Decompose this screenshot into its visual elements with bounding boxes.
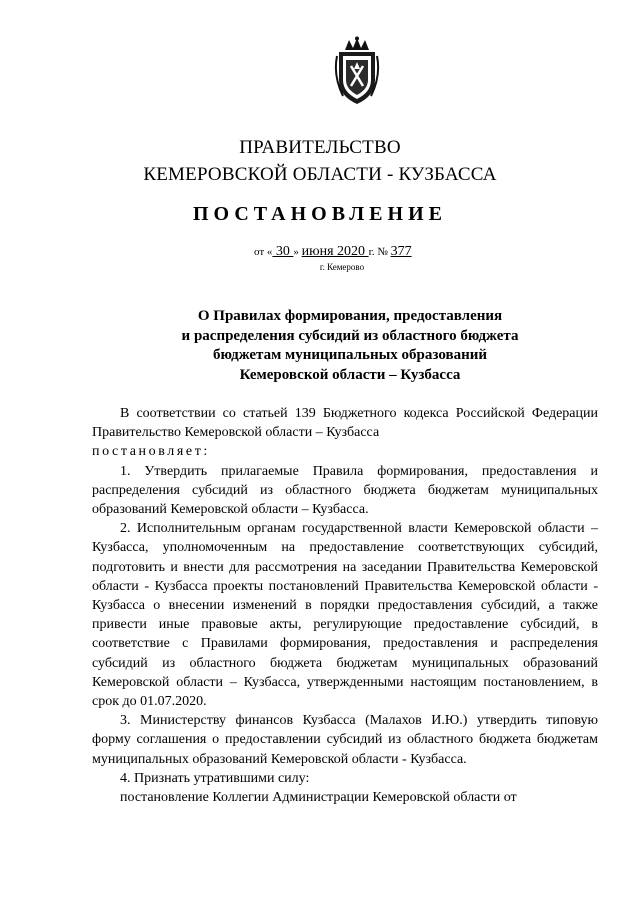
document-city: г. Кемерово — [319, 262, 365, 272]
document-dateline — [254, 244, 412, 260]
title-line: Кемеровской области – Кузбасса — [239, 366, 461, 383]
paragraph-2: 2. Исполнительным органам государственной власти Кемеровской области – Кузбасса, уполномоченным на предоставление соответствующих субсидий, подготовить и внести для рассмотрения на заседании Правительства Кемеровской области - Кузбасса проекты постановлений Правительства Кемеровской области - Кузбасса о внесении изменений в порядки предоставления субсидий, а также привести иные правовые акты, регулирующие предоставление субсидий, в соответствие с Правилами формирования, предоставления и распределения субсидий из областного бюджета бюджетам муниципальных образований Кемеровской области – Кузбасса, утвержденными настоящим постановлением, в срок до 01.07.2020. — [92, 521, 598, 710]
title-line: О Правилах формирования, предоставления — [197, 308, 503, 324]
document-number: 377 — [390, 244, 412, 259]
paragraph-5: постановление Коллегии Администрации Кемеровской области от — [120, 790, 517, 806]
document-type-heading: ПОСТАНОВЛЕНИЕ — [193, 203, 447, 225]
paragraph-3: 3. Министерству финансов Кузбасса (Малахов И.Ю.) утвердить типовую форму соглашения о предоставлении субсидий из областного бюджета бюджетам муниципальных образований Кемеровской области - Кузбасса. — [92, 713, 598, 767]
title-line: бюджетам муниципальных образований — [213, 347, 487, 363]
document-title — [140, 307, 560, 385]
title-line: и распределения субсидий из областного бюджета — [181, 327, 519, 344]
date-month-year: июня 2020 — [301, 244, 369, 259]
date-year-suffix: г. № — [368, 246, 391, 258]
date-day: 30 — [272, 244, 294, 259]
paragraph-4: 4. Признать утратившими силу: — [120, 770, 310, 786]
paragraph-1: 1. Утвердить прилагаемые Правила формирования, предоставления и распределения субсидий из областного бюджета бюджетам муниципальных образований Кемеровской области – Кузбасса. — [92, 463, 598, 518]
decree-word: постановляет: — [92, 444, 210, 460]
date-prefix: от « — [254, 246, 273, 258]
intro-paragraph: В соответствии со статьей 139 Бюджетного кодекса Российской Федерации Правительство Кемеровской области – Кузбасса — [92, 406, 598, 441]
coat-of-arms-icon — [333, 36, 381, 106]
government-name-line1: ПРАВИТЕЛЬСТВО — [239, 137, 401, 158]
document-body — [92, 404, 598, 807]
government-name-line2: КЕМЕРОВСКОЙ ОБЛАСТИ - КУЗБАССА — [143, 164, 497, 185]
date-mid: » — [293, 246, 302, 258]
